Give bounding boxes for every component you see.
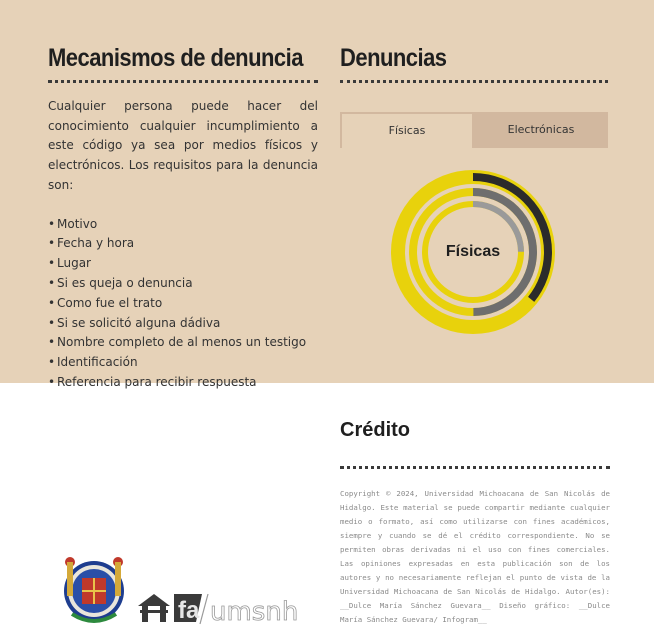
mechanisms-section xyxy=(48,42,318,393)
list-item: • Fecha y hora xyxy=(48,236,135,251)
credit-title: Crédito xyxy=(340,419,410,441)
complaint-tabs xyxy=(340,112,608,148)
mechanisms-divider xyxy=(48,80,318,83)
complaints-divider xyxy=(340,80,608,83)
list-item: • Identificación xyxy=(48,355,138,370)
list-item: • Nombre completo de al menos un testigo xyxy=(48,335,307,350)
credit-text: Copyright © 2024, Universidad Michoacana de San Nicolás de Hidalgo. Este material se puede compartir mediante cualquier medio o formato, así como utilizarse con fines académicos, siempre y cuando se dé el crédito correspondiente. No se permiten obras derivadas ni el uso con fines comerciales. Las opiniones expresadas en esta publicación son de los autores y no necesariamente reflejan el punto de vista de la Universidad Michoacana de San Nicolás de Hidalgo. Autor(es): __Dulce María Sánchez Guevara__ Diseño gráfico: __Dulce María Sánchez Guevara/ Infogram__ xyxy=(340,489,610,624)
credit-section xyxy=(340,416,610,627)
complaints-section xyxy=(340,42,608,260)
list-item: • Si es queja o denuncia xyxy=(48,275,193,290)
tab-electronicas[interactable]: Electrónicas xyxy=(507,123,575,136)
university-seal-icon xyxy=(64,557,124,621)
list-item: • Como fue el trato xyxy=(48,295,163,310)
building-icon xyxy=(138,594,170,622)
requirements-list xyxy=(48,215,318,393)
logos-area xyxy=(62,548,322,634)
list-item: • Motivo xyxy=(48,216,98,231)
complaints-title: Denuncias xyxy=(340,44,447,72)
svg-text:umsnh: umsnh xyxy=(210,597,299,627)
list-item: • Lugar xyxy=(48,256,91,271)
list-item: • Referencia para recibir respuesta xyxy=(48,374,257,389)
credit-divider xyxy=(340,466,610,469)
svg-text:fa: fa xyxy=(178,597,200,624)
mechanisms-title: Mecanismos de denuncia xyxy=(48,44,303,72)
mechanisms-intro: Cualquier persona puede hacer del conocimiento cualquier incumplimiento a este código ya sea por medios físicos y electrónicos. Los requisitos para la denuncia son: xyxy=(48,99,318,192)
radial-chart xyxy=(388,167,558,337)
list-item: • Si se solicitó alguna dádiva xyxy=(48,315,221,330)
tab-fisicas[interactable]: Físicas xyxy=(342,114,472,148)
logos-svg xyxy=(62,548,322,634)
fa-logo-icon xyxy=(174,594,202,624)
umsnh-logo-icon xyxy=(200,594,298,627)
chart-center-label: Físicas xyxy=(445,243,501,260)
